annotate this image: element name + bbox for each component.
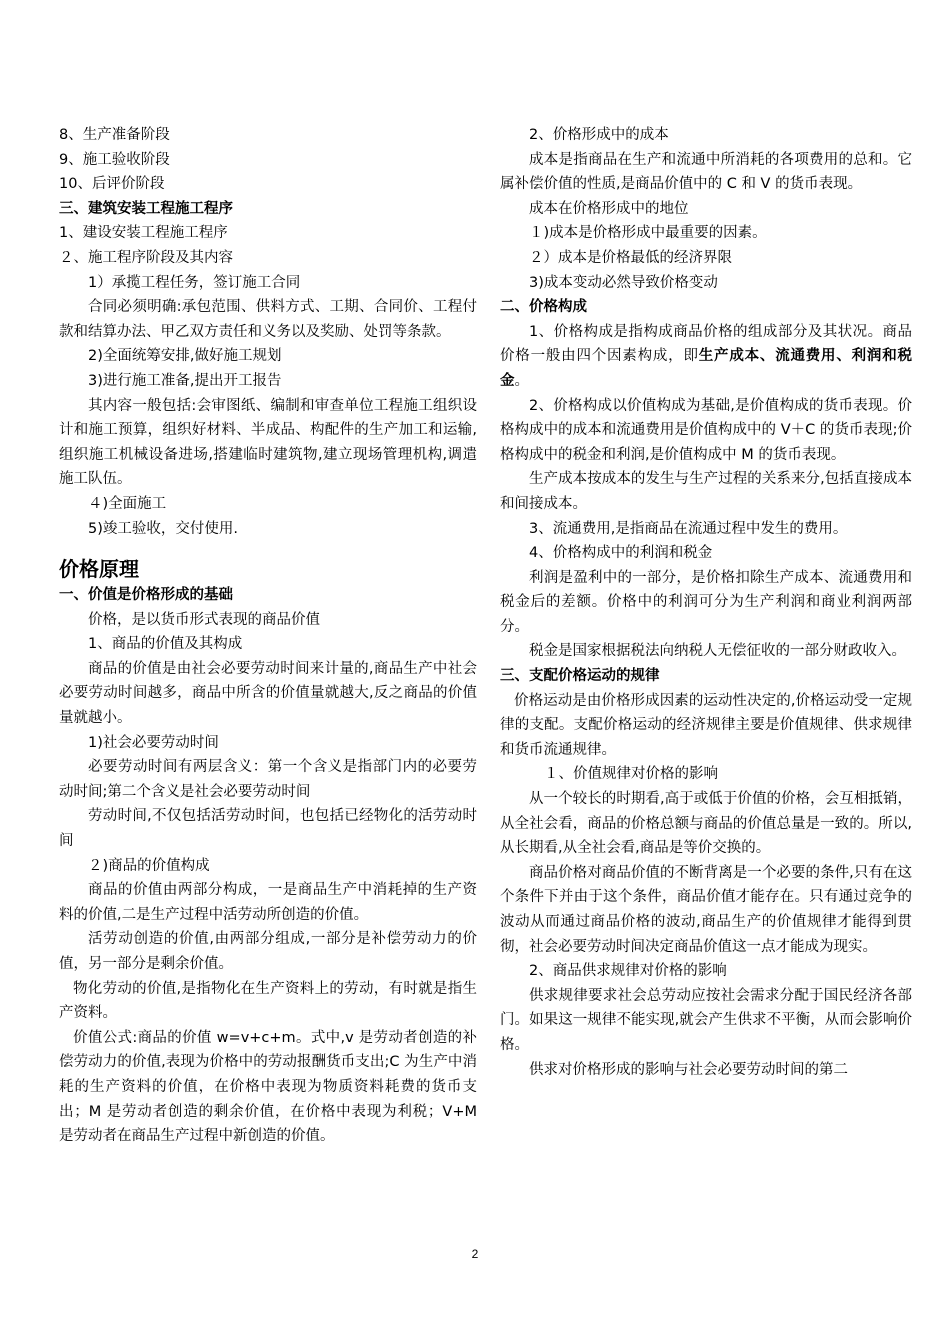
paragraph: 必要劳动时间有两层含义：第一个含义是指部门内的必要劳动时间;第二个含义是社会必要劳动时间 bbox=[59, 759, 477, 800]
right-column bbox=[500, 123, 912, 1082]
section-heading: 价格原理 bbox=[59, 557, 139, 582]
section-heading: 二、价格构成 bbox=[500, 299, 587, 316]
section-heading: 一、价值是价格形成的基础 bbox=[59, 587, 233, 604]
paragraph: ４)全面施工 bbox=[88, 495, 167, 512]
section-heading: 三、建筑安装工程施工程序 bbox=[59, 200, 233, 217]
paragraph: 供求对价格形成的影响与社会必要劳动时间的第二 bbox=[529, 1061, 848, 1078]
section-heading: 三、支配价格运动的规律 bbox=[500, 668, 660, 685]
paragraph: 生产成本按成本的发生与生产过程的关系来分,包括直接成本和间接成本。 bbox=[500, 471, 912, 512]
paragraph: 9、施工验收阶段 bbox=[59, 151, 170, 168]
left-column bbox=[59, 123, 477, 1149]
paragraph: 物化劳动的价值,是指物化在生产资料上的劳动，有时就是指生产资料。 bbox=[59, 980, 477, 1022]
paragraph: 2)全面统筹安排,做好施工规划 bbox=[88, 348, 282, 365]
paragraph: 其内容一般包括:会审图纸、编制和审查单位工程施工组织设计和施工预算，组织好材料、半成品、构配件的生产加工和运输,组织施工机械设备进场,搭建临时建筑物,建立现场管理机构,调遣施工队伍。 bbox=[59, 397, 477, 488]
paragraph: 5)竣工验收，交付使用. bbox=[88, 520, 238, 537]
bold-emphasis: 生产成本、流通费用、利润和税金 bbox=[500, 348, 912, 389]
paragraph: 商品价格对商品价值的不断背离是一个必要的条件,只有在这个条件下并由于这个条件，商品价值才能存在。只有通过竞争的波动从而通过商品价格的波动,商品生产的价值规律才能得到贯彻，社会必要劳动时间决定商品价值这一点才能成为现实。 bbox=[500, 864, 912, 955]
paragraph: 从一个较长的时期看,高于或低于价值的价格，会互相抵销，从全社会看，商品的价格总额与商品的价值总量是一致的。所以,从长期看,从全社会看,商品是等价交换的。 bbox=[500, 791, 912, 857]
paragraph: 8、生产准备阶段 bbox=[59, 127, 170, 143]
paragraph: ２、施工程序阶段及其内容 bbox=[59, 249, 233, 266]
paragraph: １、价值规律对价格的影响 bbox=[544, 766, 718, 783]
page-number: 2 bbox=[471, 1247, 479, 1261]
paragraph: 3)进行施工准备,提出开工报告 bbox=[88, 372, 282, 389]
paragraph: １)成本是价格形成中最重要的因素。 bbox=[529, 225, 767, 242]
paragraph: 2、价格构成以价值构成为基础,是价值构成的货币表现。价格构成中的成本和流通费用是价值构成中的 V＋C 的货币表现;价格构成中的税金和利润,是价值构成中 M 的货币表现。 bbox=[500, 397, 912, 463]
paragraph: 3、流通费用,是指商品在流通过程中发生的费用。 bbox=[529, 520, 848, 537]
paragraph: 2、商品供求规律对价格的影响 bbox=[529, 963, 727, 980]
paragraph: 税金是国家根据税法向纳税人无偿征收的一部分财政收入。 bbox=[529, 643, 906, 660]
paragraph: 活劳动创造的价值,由两部分组成,一部分是补偿劳动力的价值，另一部分是剩余价值。 bbox=[59, 931, 477, 972]
paragraph: 4、价格构成中的利润和税金 bbox=[529, 545, 713, 562]
paragraph: ２）成本是价格最低的经济界限 bbox=[529, 249, 732, 266]
paragraph: 商品的价值由两部分构成，一是商品生产中消耗掉的生产资料的价值,二是生产过程中活劳动所创造的价值。 bbox=[59, 882, 477, 923]
paragraph: 商品的价值是由社会必要劳动时间来计量的,商品生产中社会必要劳动时间越多，商品中所含的价值量就越大,反之商品的价值量就越小。 bbox=[59, 660, 477, 727]
paragraph: 供求规律要求社会总劳动应按社会需求分配于国民经济各部门。如果这一规律不能实现,就会产生供求不平衡，从而会影响价格。 bbox=[500, 987, 912, 1053]
paragraph: 成本在价格形成中的地位 bbox=[529, 200, 689, 217]
paragraph: 价格，是以货币形式表现的商品价值 bbox=[88, 611, 320, 628]
paragraph: 价值公式:商品的价值 w=v+c+m。式中,v 是劳动者创造的补偿劳动力的价值,表现为价格中的劳动报酬货币支出;C 为生产中消耗的生产资料的价值，在价格中表现为物质资料耗费的货币支出；M 是劳动者创造的剩余价值，在价格中表现为利税；V+M 是劳动者在商品生产过程中新创造的价值。 bbox=[59, 1029, 477, 1145]
paragraph: 3)成本变动必然导致价格变动 bbox=[529, 274, 718, 291]
paragraph: 价格运动是由价格形成因素的运动性决定的,价格运动受一定规律的支配。支配价格运动的经济规律主要是价值规律、供求规律和货币流通规律。 bbox=[500, 692, 912, 758]
paragraph: 1、商品的价值及其构成 bbox=[88, 636, 243, 653]
paragraph: 合同必须明确:承包范围、供料方式、工期、合同价、工程付款和结算办法、甲乙双方责任和义务以及奖励、处罚等条款。 bbox=[59, 299, 477, 340]
paragraph: 1）承揽工程任务，签订施工合同 bbox=[88, 274, 301, 291]
paragraph: 利润是盈利中的一部分，是价格扣除生产成本、流通费用和税金后的差额。价格中的利润可分为生产利润和商业利润两部分。 bbox=[500, 569, 912, 635]
paragraph: ２)商品的价值构成 bbox=[88, 857, 210, 874]
paragraph: 1、价格构成是指构成商品价格的组成部分及其状况。商品价格一般由四个因素构成，即生产成本、流通费用、利润和税金。 bbox=[500, 323, 912, 389]
paragraph: 1)社会必要劳动时间 bbox=[88, 734, 219, 751]
paragraph: 10、后评价阶段 bbox=[59, 176, 165, 193]
paragraph: 1、建设安装工程施工程序 bbox=[59, 225, 228, 242]
paragraph: 劳动时间,不仅包括活劳动时间，也包括已经物化的活劳动时间 bbox=[59, 808, 477, 850]
paragraph: 成本是指商品在生产和流通中所消耗的各项费用的总和。它属补偿价值的性质,是商品价值中的 C 和 V 的货币表现。 bbox=[500, 151, 912, 193]
paragraph: 2、价格形成中的成本 bbox=[529, 127, 669, 143]
